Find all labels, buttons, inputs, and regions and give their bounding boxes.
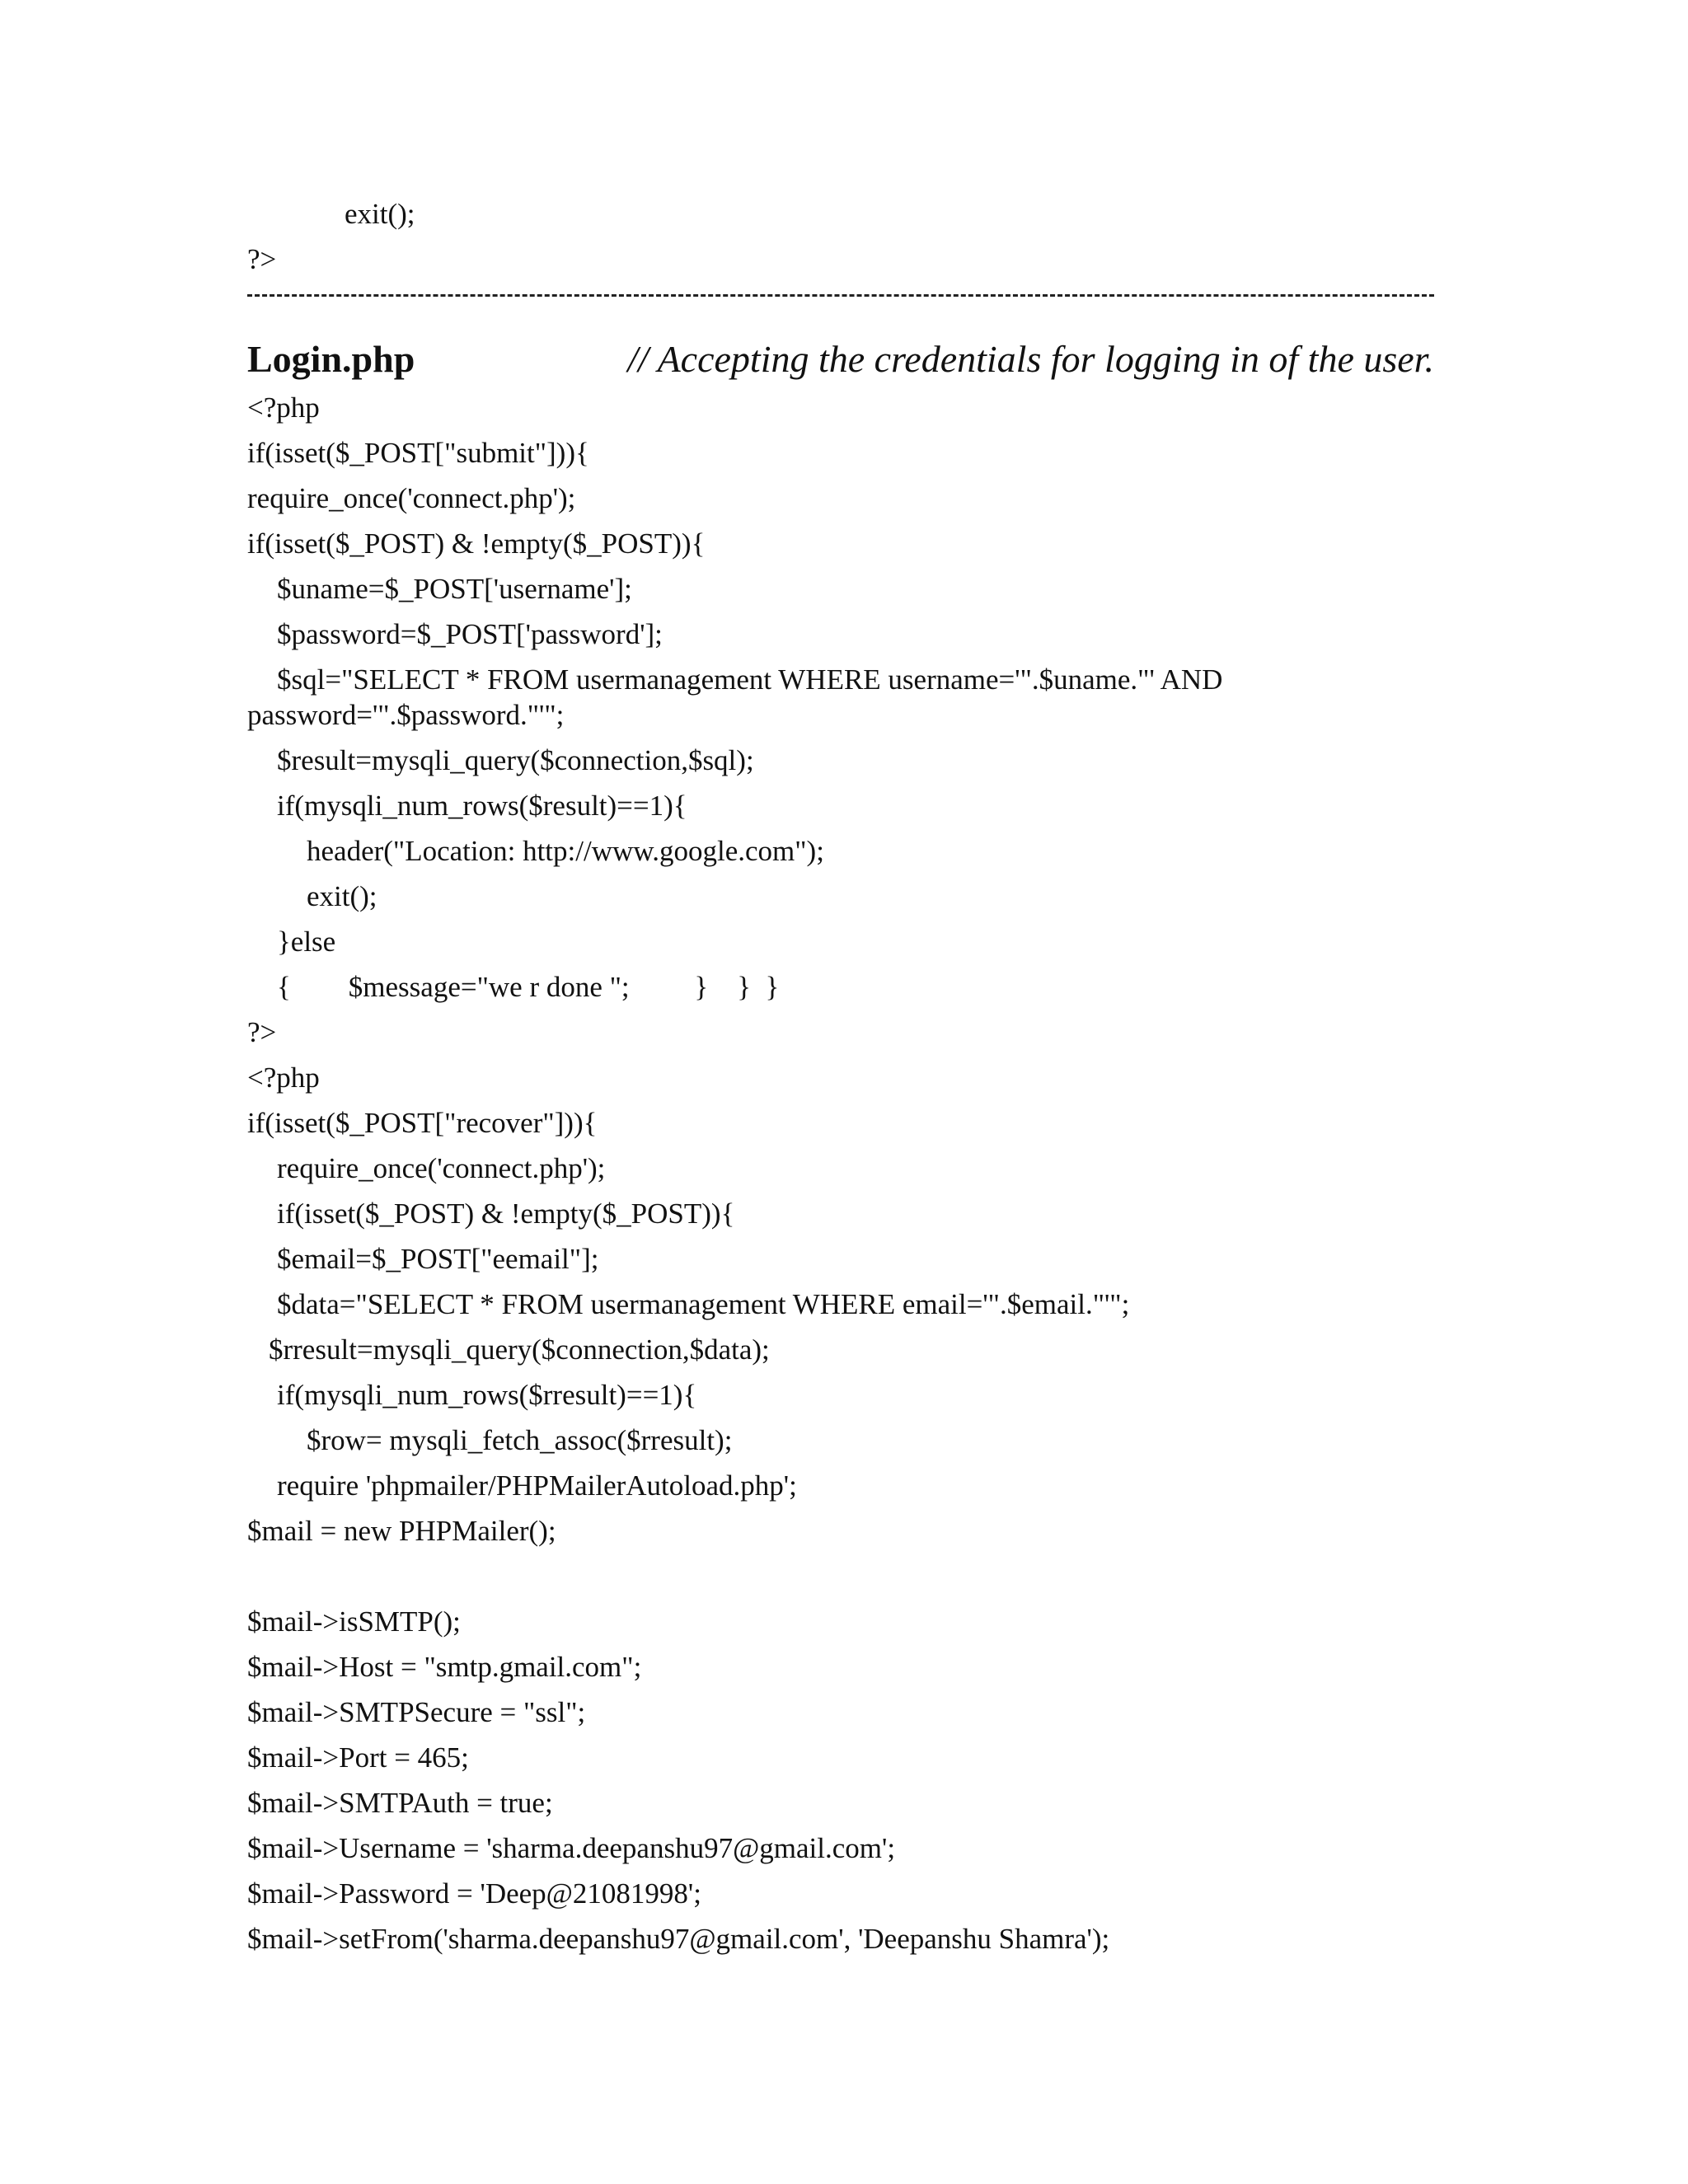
code-line: $mail->Password = 'Deep@21081998'; — [247, 1877, 701, 1910]
section-heading — [247, 336, 1434, 382]
code-line: exit(); — [345, 198, 415, 230]
code-line: <?php — [247, 391, 320, 424]
code-line: $sql="SELECT * FROM usermanagement WHERE username='".$uname."' AND — [277, 663, 1223, 696]
code-line: $result=mysqli_query($connection,$sql); — [277, 744, 754, 776]
code-line: exit(); — [307, 880, 377, 912]
code-line: if(isset($_POST) & !empty($_POST)){ — [277, 1197, 735, 1230]
code-line: $data="SELECT * FROM usermanagement WHERE email='".$email."'"; — [277, 1288, 1130, 1320]
code-line: $mail = new PHPMailer(); — [247, 1515, 556, 1547]
code-line: $row= mysqli_fetch_assoc($rresult); — [307, 1424, 733, 1456]
code-line: if(mysqli_num_rows($result)==1){ — [277, 790, 687, 822]
code-line: $mail->SMTPSecure = "ssl"; — [247, 1696, 586, 1728]
code-line: require 'phpmailer/PHPMailerAutoload.php'; — [277, 1469, 797, 1502]
code-line: header("Location: http://www.google.com"); — [307, 835, 824, 867]
code-line: require_once('connect.php'); — [277, 1152, 606, 1184]
code-line: password='".$password."'"; — [247, 699, 565, 731]
code-line: $mail->Port = 465; — [247, 1741, 469, 1774]
code-line: if(isset($_POST["submit"])){ — [247, 437, 589, 469]
code-line: if(isset($_POST) & !empty($_POST)){ — [247, 527, 706, 560]
dashed-divider — [247, 294, 1434, 297]
code-line: $email=$_POST["eemail"]; — [277, 1243, 599, 1275]
code-line: ?> — [247, 1016, 277, 1048]
code-line: $mail->Host = "smtp.gmail.com"; — [247, 1651, 642, 1683]
code-line: $uname=$_POST['username']; — [277, 573, 632, 605]
code-line: { $message="we r done "; } } } — [277, 971, 780, 1003]
code-line: $rresult=mysqli_query($connection,$data); — [269, 1333, 770, 1366]
file-comment: // Accepting the credentials for logging in of the user. — [627, 338, 1434, 380]
code-line: ?> — [247, 243, 277, 275]
code-line: $mail->Username = 'sharma.deepanshu97@gmail.com'; — [247, 1832, 896, 1864]
code-line: $mail->isSMTP(); — [247, 1605, 461, 1638]
code-line: if(mysqli_num_rows($rresult)==1){ — [277, 1379, 697, 1411]
code-line: }else — [277, 926, 336, 958]
code-line: if(isset($_POST["recover"])){ — [247, 1107, 598, 1139]
code-line: $password=$_POST['password']; — [277, 618, 663, 650]
file-title: Login.php — [247, 338, 415, 380]
code-line: $mail->setFrom('sharma.deepanshu97@gmail.com', 'Deepanshu Shamra'); — [247, 1923, 1110, 1955]
code-line: $mail->SMTPAuth = true; — [247, 1787, 553, 1819]
code-line: <?php — [247, 1062, 320, 1094]
code-line: require_once('connect.php'); — [247, 482, 576, 514]
